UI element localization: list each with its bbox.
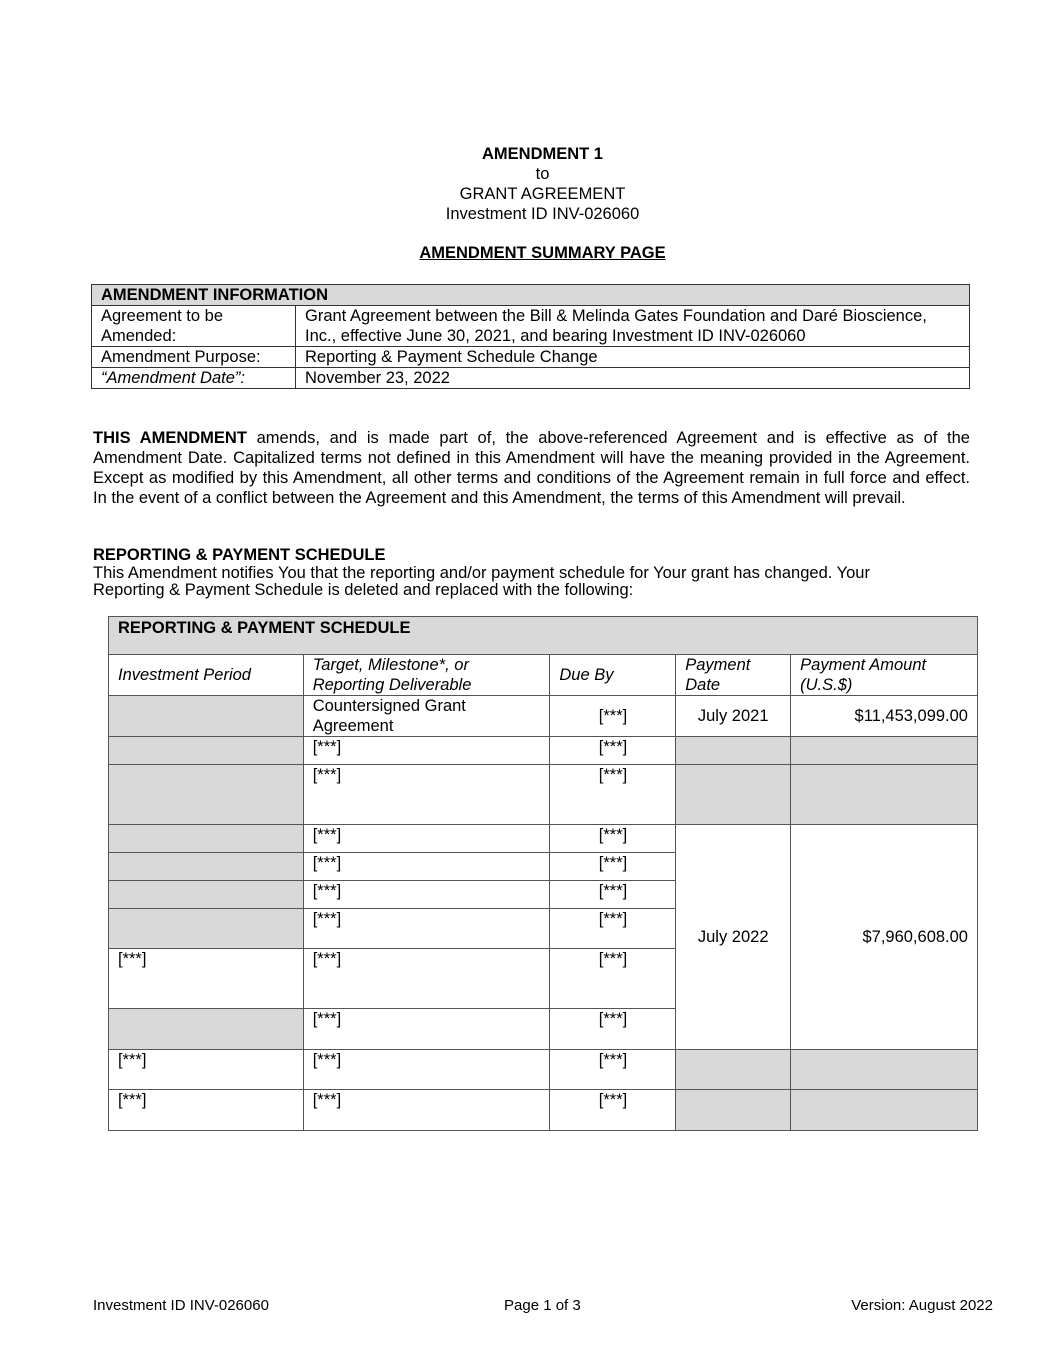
payment-date-cell: July 2021 (676, 696, 791, 737)
table-row (109, 696, 978, 737)
period-cell (109, 853, 304, 881)
due-cell: [***] (550, 737, 676, 765)
due-cell: [***] (550, 949, 676, 1009)
period-cell (109, 696, 304, 737)
target-cell: [***] (303, 1050, 550, 1090)
period-cell (109, 881, 304, 909)
target-cell: [***] (303, 825, 550, 853)
payment-amount-cell (791, 737, 978, 765)
table-row (109, 1090, 978, 1131)
schedule-intro (93, 565, 963, 599)
table-row (109, 1050, 978, 1090)
period-cell: [***] (109, 949, 304, 1009)
schedule-intro-line-2: Reporting & Payment Schedule is deleted and replaced with the following: (93, 581, 634, 599)
footer-investment-id: Investment ID INV-026060 (93, 1297, 269, 1314)
info-value-purpose: Reporting & Payment Schedule Change (296, 347, 970, 368)
schedule-table-title: REPORTING & PAYMENT SCHEDULE (109, 617, 978, 655)
payment-date-cell (676, 1050, 791, 1090)
table-row (109, 825, 978, 853)
info-label-date: “Amendment Date”: (92, 368, 296, 389)
payment-amount-cell (791, 1090, 978, 1131)
payment-date-cell (676, 1090, 791, 1131)
target-cell: [***] (303, 881, 550, 909)
col-payment-amount: Payment Amount (U.S.$) (791, 655, 978, 696)
footer-page-number: Page 1 of 3 (504, 1297, 581, 1314)
target-cell: [***] (303, 737, 550, 765)
col-due-by: Due By (550, 655, 676, 696)
group-payment-date-cell: July 2022 (676, 825, 791, 1050)
payment-amount-cell (791, 1050, 978, 1090)
document-header (0, 144, 1055, 224)
group-payment-amount-cell: $7,960,608.00 (791, 825, 978, 1050)
due-cell: [***] (550, 1050, 676, 1090)
footer-version: Version: August 2022 (851, 1297, 993, 1314)
amendment-info-table (91, 284, 970, 389)
info-label-agreement: Agreement to be Amended: (92, 306, 296, 347)
period-cell (109, 1009, 304, 1050)
period-cell: [***] (109, 1050, 304, 1090)
period-cell (109, 737, 304, 765)
due-cell: [***] (550, 825, 676, 853)
header-investment-id: Investment ID INV-026060 (445, 205, 640, 223)
due-cell: [***] (550, 909, 676, 949)
period-cell (109, 909, 304, 949)
due-cell: [***] (550, 1009, 676, 1050)
col-target-milestone: Target, Milestone*, or Reporting Deliverable (303, 655, 550, 696)
schedule-intro-line-1: This Amendment notifies You that the reporting and/or payment schedule for Your grant has changed. Your (93, 564, 870, 582)
info-label-purpose: Amendment Purpose: (92, 347, 296, 368)
paragraph-lead: THIS AMENDMENT (93, 429, 247, 447)
info-table-heading: AMENDMENT INFORMATION (92, 285, 970, 306)
due-cell: [***] (550, 853, 676, 881)
target-cell: Countersigned Grant Agreement (303, 696, 550, 737)
header-agreement-type: GRANT AGREEMENT (459, 185, 626, 203)
target-cell: [***] (303, 765, 550, 825)
payment-date-cell (676, 765, 791, 825)
period-cell: [***] (109, 1090, 304, 1131)
target-cell: [***] (303, 949, 550, 1009)
amendment-paragraph (93, 428, 970, 508)
target-cell: [***] (303, 1009, 550, 1050)
header-to: to (535, 165, 550, 183)
target-cell: [***] (303, 1090, 550, 1131)
info-value-date: November 23, 2022 (296, 368, 970, 389)
info-value-agreement: Grant Agreement between the Bill & Melinda Gates Foundation and Daré Bioscience, Inc., effective June 30, 2021, and bearing Investment ID INV-026060 (296, 306, 970, 347)
payment-amount-cell (791, 765, 978, 825)
summary-page-title: AMENDMENT SUMMARY PAGE (419, 244, 666, 262)
due-cell: [***] (550, 696, 676, 737)
target-cell: [***] (303, 909, 550, 949)
reporting-payment-schedule-table (108, 616, 978, 1131)
due-cell: [***] (550, 881, 676, 909)
col-payment-date: Payment Date (676, 655, 791, 696)
due-cell: [***] (550, 1090, 676, 1131)
payment-date-cell (676, 737, 791, 765)
col-investment-period: Investment Period (109, 655, 304, 696)
table-row (109, 737, 978, 765)
period-cell (109, 825, 304, 853)
table-row (109, 765, 978, 825)
period-cell (109, 765, 304, 825)
schedule-heading: REPORTING & PAYMENT SCHEDULE (93, 546, 386, 564)
due-cell: [***] (550, 765, 676, 825)
payment-amount-cell: $11,453,099.00 (791, 696, 978, 737)
target-cell: [***] (303, 853, 550, 881)
paragraph-text: amends, and is made part of, the above-referenced Agreement and is effective as of the Amendment Date. Capitalized terms not defined in this Amendment will have the meaning provided in the Agreement. Except as modified by this Amendment, all other terms and conditions of the Agreement remain in full force and effect. In the event of a conflict between the Agreement and this Amendment, the terms of this Amendment will prevail. (93, 429, 970, 507)
amendment-number: AMENDMENT 1 (481, 145, 603, 163)
